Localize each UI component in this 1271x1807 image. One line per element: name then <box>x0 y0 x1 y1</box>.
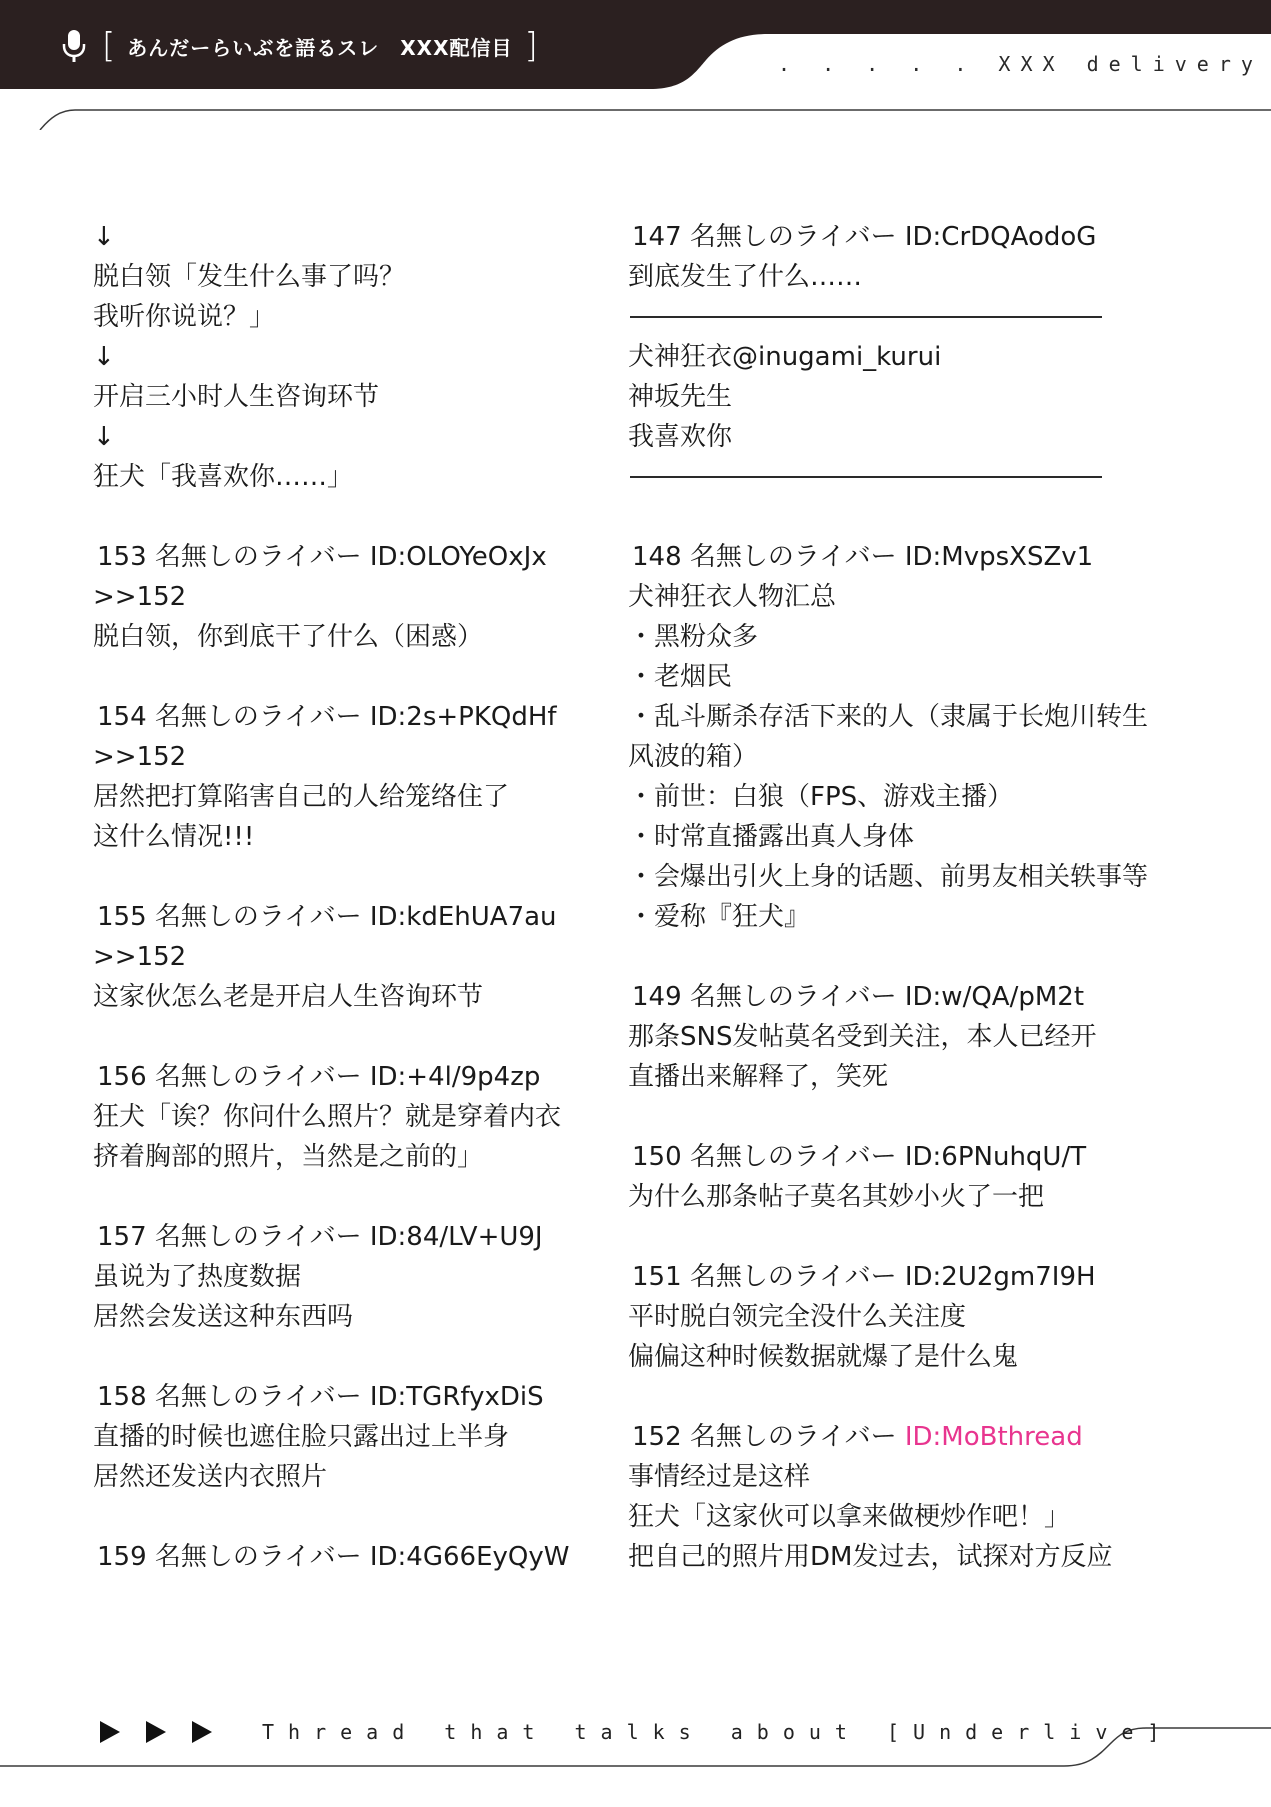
post-header: 148 名無しのライバー ID:MvpsXSZv1 <box>632 542 1094 572</box>
quote-divider-bottom <box>630 476 1102 478</box>
post-header: 155 名無しのライバー ID:kdEhUA7au <box>97 902 557 932</box>
post-header: 151 名無しのライバー ID:2U2gm7I9H <box>632 1262 1096 1292</box>
reply-link[interactable]: >>152 <box>93 742 187 772</box>
intro-line: 脱白领「发生什么事了吗？ <box>93 262 406 292</box>
post-152 <box>628 1417 1188 1577</box>
post-line: 风波的箱） <box>628 742 759 772</box>
post-header: 157 名無しのライバー ID:84/LV+U9J <box>97 1222 543 1252</box>
intro-line: 狂犬「我喜欢你……」 <box>93 462 354 492</box>
intro-block <box>93 217 573 497</box>
intro-line: ↓ <box>93 422 115 452</box>
post-159 <box>93 1537 573 1577</box>
post-line: ・时常直播露出真人身体 <box>628 822 915 852</box>
post-line: 直播的时候也遮住脸只露出过上半身 <box>93 1422 510 1452</box>
footer-tagline: Thread that talks about [Underlive] <box>262 1720 1174 1744</box>
post-line: 这什么情况!!! <box>93 822 255 852</box>
delivery-subtitle: . . . . . XXX delivery <box>778 52 1263 76</box>
post-line: 事情经过是这样 <box>628 1462 811 1492</box>
post-line: 偏偏这种时候数据就爆了是什么鬼 <box>628 1342 1019 1372</box>
post-line: 直播出来解释了，笑死 <box>628 1062 889 1092</box>
post-line: 平时脱白领完全没什么关注度 <box>628 1302 967 1332</box>
post-header: 156 名無しのライバー ID:+4l/9p4zp <box>97 1062 541 1092</box>
title-bracket-open: [ <box>102 26 116 66</box>
post-line: 居然会发送这种东西吗 <box>93 1302 354 1332</box>
sns-author: 犬神狂衣@inugami_kurui <box>628 342 942 372</box>
footer-decoration <box>0 1700 1271 1807</box>
thread-title: あんだーらいぶを語るスレ XXX配信目 <box>127 35 513 60</box>
post-155 <box>93 897 573 1017</box>
quoted-sns-post <box>628 337 1188 457</box>
post-line: ・乱斗厮杀存活下来的人（隶属于长炮川转生 <box>628 702 1149 732</box>
post-158 <box>93 1377 573 1497</box>
intro-line: 我听你说说？」 <box>93 302 276 332</box>
post-line: 把自己的照片用DM发过去，试探对方反应 <box>628 1542 1113 1572</box>
post-151 <box>628 1257 1188 1377</box>
sns-line: 神坂先生 <box>628 382 733 412</box>
right-column <box>628 217 1188 1577</box>
post-line: ・会爆出引火上身的话题、前男友相关轶事等 <box>628 862 1149 892</box>
left-column <box>93 217 573 1577</box>
post-line: ・前世：白狼（FPS、游戏主播） <box>628 782 1014 812</box>
sns-line: 我喜欢你 <box>628 422 733 452</box>
title-bracket-close: ] <box>524 26 538 66</box>
intro-line: ↓ <box>93 222 115 252</box>
post-line: ・爱称『狂犬』 <box>628 902 811 932</box>
post-147 <box>628 217 1188 297</box>
post-line: ・黑粉众多 <box>628 622 759 652</box>
play-arrow-icon <box>100 1721 120 1743</box>
post-line: 脱白领，你到底干了什么（困惑） <box>93 622 484 652</box>
post-header: 149 名無しのライバー ID:w/QA/pM2t <box>632 982 1085 1012</box>
post-149 <box>628 977 1188 1097</box>
highlighted-poster-id: ID:MoBthread <box>904 1422 1083 1452</box>
post-line: ・老烟民 <box>628 662 733 692</box>
post-header <box>628 1417 1188 1457</box>
post-line: 犬神狂衣人物汇总 <box>628 582 837 612</box>
post-header-prefix: 152 名無しのライバー <box>632 1422 905 1452</box>
post-157 <box>93 1217 573 1337</box>
post-header: 159 名無しのライバー ID:4G66EyQyW <box>97 1542 570 1572</box>
quote-divider-top <box>630 316 1102 318</box>
post-header: 154 名無しのライバー ID:2s+PKQdHf <box>97 702 557 732</box>
post-header: 147 名無しのライバー ID:CrDQAodoG <box>632 222 1097 252</box>
microphone-icon <box>58 28 90 64</box>
post-line: 虽说为了热度数据 <box>93 1262 302 1292</box>
post-line: 这家伙怎么老是开启人生咨询环节 <box>93 982 484 1012</box>
post-153 <box>93 537 573 657</box>
post-148 <box>628 537 1188 937</box>
post-line: 那条SNS发帖莫名受到关注，本人已经开 <box>628 1022 1097 1052</box>
post-line: 到底发生了什么…… <box>628 262 863 292</box>
post-156 <box>93 1057 573 1177</box>
header-title-group <box>58 26 538 66</box>
post-line: 挤着胸部的照片，当然是之前的」 <box>93 1142 484 1172</box>
post-154 <box>93 697 573 857</box>
intro-line: ↓ <box>93 342 115 372</box>
post-line: 居然还发送内衣照片 <box>93 1462 328 1492</box>
post-header: 150 名無しのライバー ID:6PNuhqU/T <box>632 1142 1087 1172</box>
post-line: 为什么那条帖子莫名其妙小火了一把 <box>628 1182 1045 1212</box>
post-line: 狂犬「诶？你问什么照片？就是穿着内衣 <box>93 1102 562 1132</box>
post-line: 狂犬「这家伙可以拿来做梗炒作吧！」 <box>628 1502 1071 1532</box>
play-arrow-icon <box>192 1721 212 1743</box>
post-150 <box>628 1137 1188 1217</box>
post-line: 居然把打算陷害自己的人给笼络住了 <box>93 782 510 812</box>
play-arrow-icon <box>146 1721 166 1743</box>
reply-link[interactable]: >>152 <box>93 582 187 612</box>
intro-line: 开启三小时人生咨询环节 <box>93 382 380 412</box>
post-header: 153 名無しのライバー ID:OLOYeOxJx <box>97 542 547 572</box>
footer-arrows <box>100 1721 212 1743</box>
reply-link[interactable]: >>152 <box>93 942 187 972</box>
post-header: 158 名無しのライバー ID:TGRfyxDiS <box>97 1382 544 1412</box>
